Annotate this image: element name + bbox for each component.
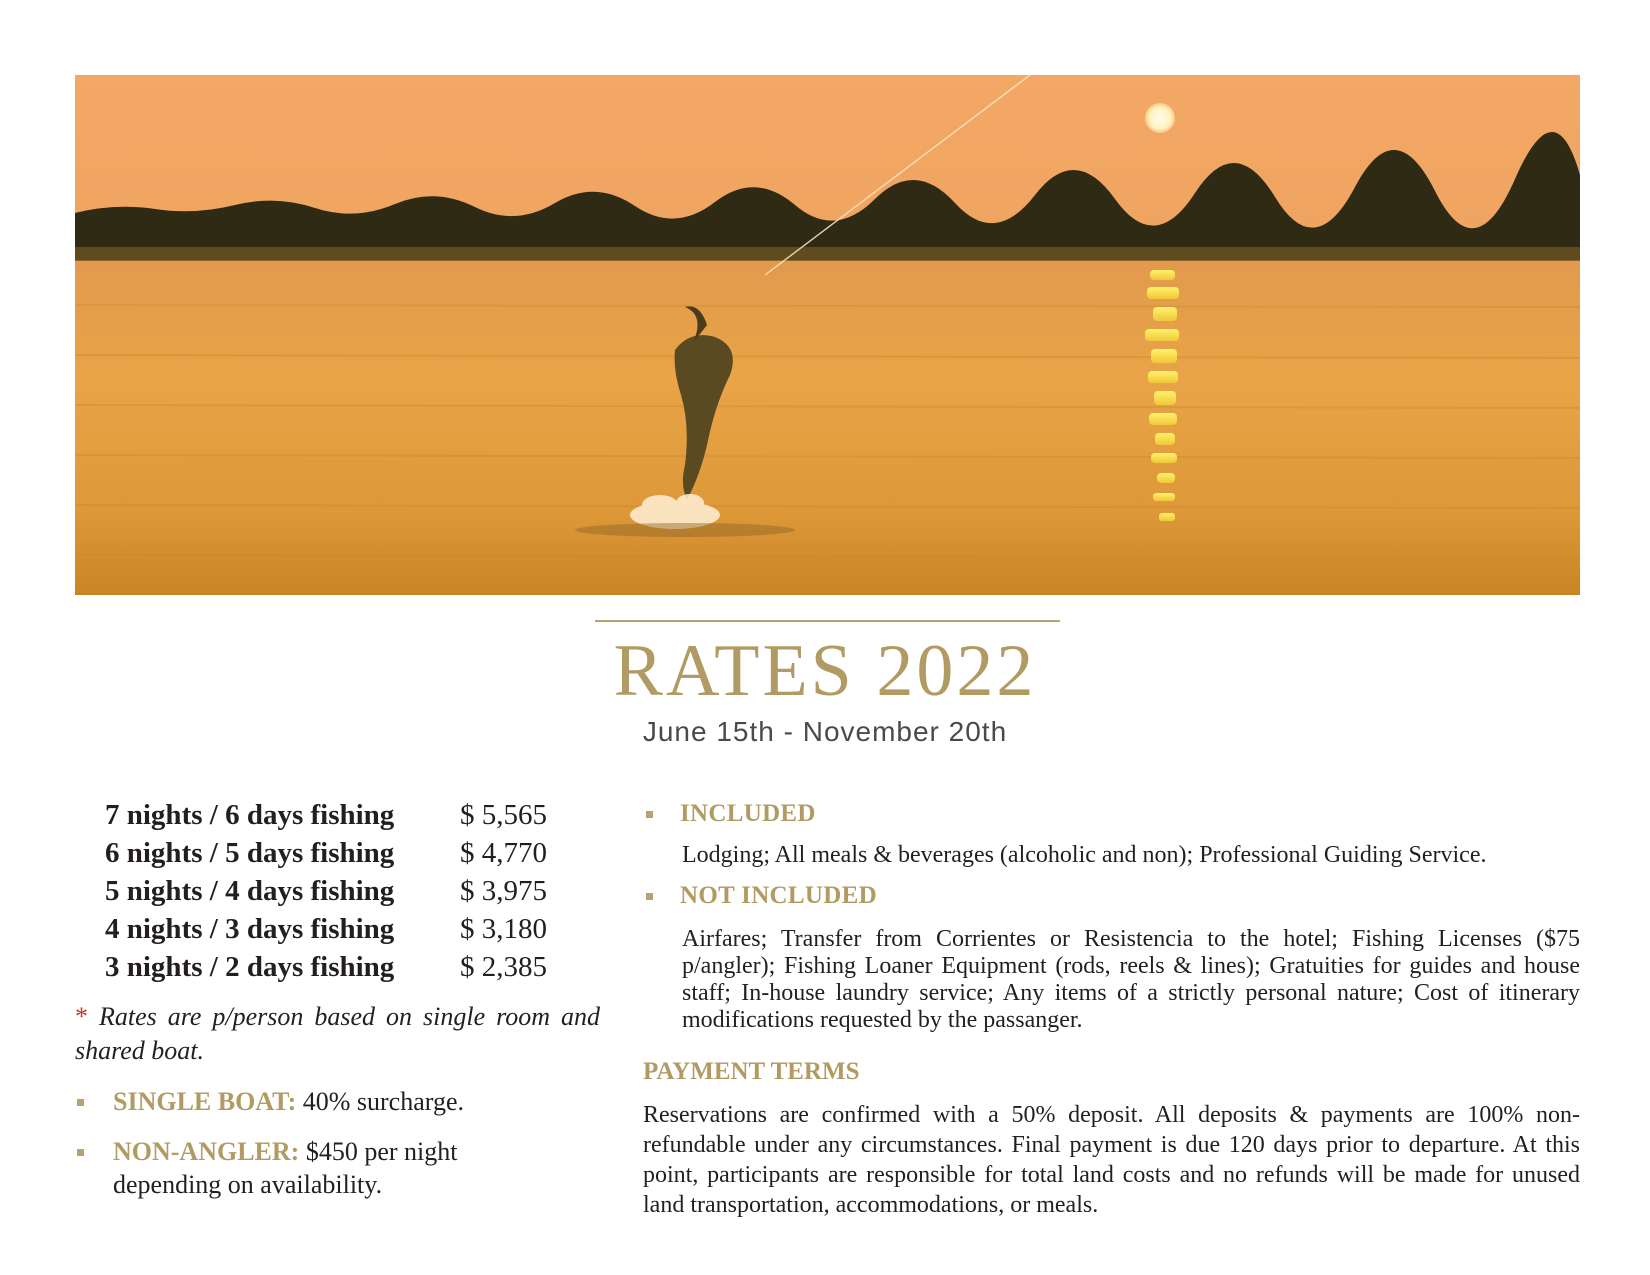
included-section (640, 798, 1580, 869)
square-bullet-icon (77, 1149, 84, 1156)
included-heading-text: INCLUDED (680, 800, 816, 827)
included-text: Lodging; All meals & beverages (alcoholic and non); Professional Guiding Service. (682, 842, 1487, 868)
hero-photo (75, 75, 1580, 595)
square-bullet-icon (646, 893, 653, 900)
rate-price: $ 3,180 (460, 913, 547, 945)
splash-shadow (575, 523, 795, 537)
rate-label: 6 nights / 5 days fishing (105, 837, 395, 869)
title-divider (595, 620, 1060, 622)
rate-label: 4 nights / 3 days fishing (105, 913, 395, 945)
footnote-text: Rates are p/person based on single room and shared boat. (75, 1002, 600, 1065)
rate-label: 5 nights / 4 days fishing (105, 875, 395, 907)
rate-row (105, 872, 625, 910)
surcharge-text: $450 per night depending on availability. (113, 1137, 458, 1199)
non-angler-list (75, 1135, 535, 1201)
sunset-river-illustration (75, 75, 1580, 595)
not-included-heading (640, 880, 1580, 912)
rate-price: $ 3,975 (460, 875, 547, 907)
square-bullet-icon (646, 811, 653, 818)
river-water (75, 261, 1580, 595)
payment-terms-text: Reservations are confirmed with a 50% deposit. All deposits & payments are 100% non-refundable under any circumstances. Final payment is due 120 days prior to departure. At this point, participants are responsible for total land costs and no refunds will be made for unused land transportation, accommodations, or meals. (643, 1102, 1580, 1218)
surcharge-list (75, 1085, 615, 1118)
surcharge-item-non-angler (75, 1135, 535, 1201)
payment-terms-heading: PAYMENT TERMS (643, 1058, 860, 1085)
square-bullet-icon (77, 1099, 84, 1106)
surcharge-item-single-boat (75, 1085, 615, 1118)
rate-price: $ 4,770 (460, 837, 547, 869)
rate-price: $ 5,565 (460, 799, 547, 831)
sun (1145, 103, 1175, 133)
surcharge-label: NON-ANGLER: (113, 1137, 300, 1166)
season-dates: June 15th - November 20th (642, 716, 1008, 747)
riverbank (75, 247, 1580, 263)
rate-row (105, 796, 625, 834)
rate-price: $ 2,385 (460, 951, 547, 983)
not-included-text: Airfares; Transfer from Corrientes or Resistencia to the hotel; Fishing Licenses ($75 p/angler); Fishing Loaner Equipment (rods, reels & lines); Gratuities for guides and house staff; In-house laundry service; Any items of a strictly personal nature; Cost of itinerary modifications requested by the passanger. (682, 926, 1580, 1033)
rate-row (105, 910, 625, 948)
rates-footnote (75, 1000, 600, 1068)
not-included-heading-text: NOT INCLUDED (680, 882, 877, 909)
rate-row (105, 948, 625, 986)
not-included-section (640, 880, 1580, 1034)
surcharge-label: SINGLE BOAT: (113, 1087, 297, 1116)
rate-label: 7 nights / 6 days fishing (105, 799, 395, 831)
rate-label: 3 nights / 2 days fishing (105, 951, 395, 983)
surcharge-text: 40% surcharge. (302, 1087, 464, 1116)
rate-row (105, 834, 625, 872)
asterisk-mark: * (75, 1002, 88, 1031)
rates-list (105, 796, 625, 986)
page-title: RATES 2022 (613, 630, 1037, 712)
included-heading (640, 798, 1580, 830)
